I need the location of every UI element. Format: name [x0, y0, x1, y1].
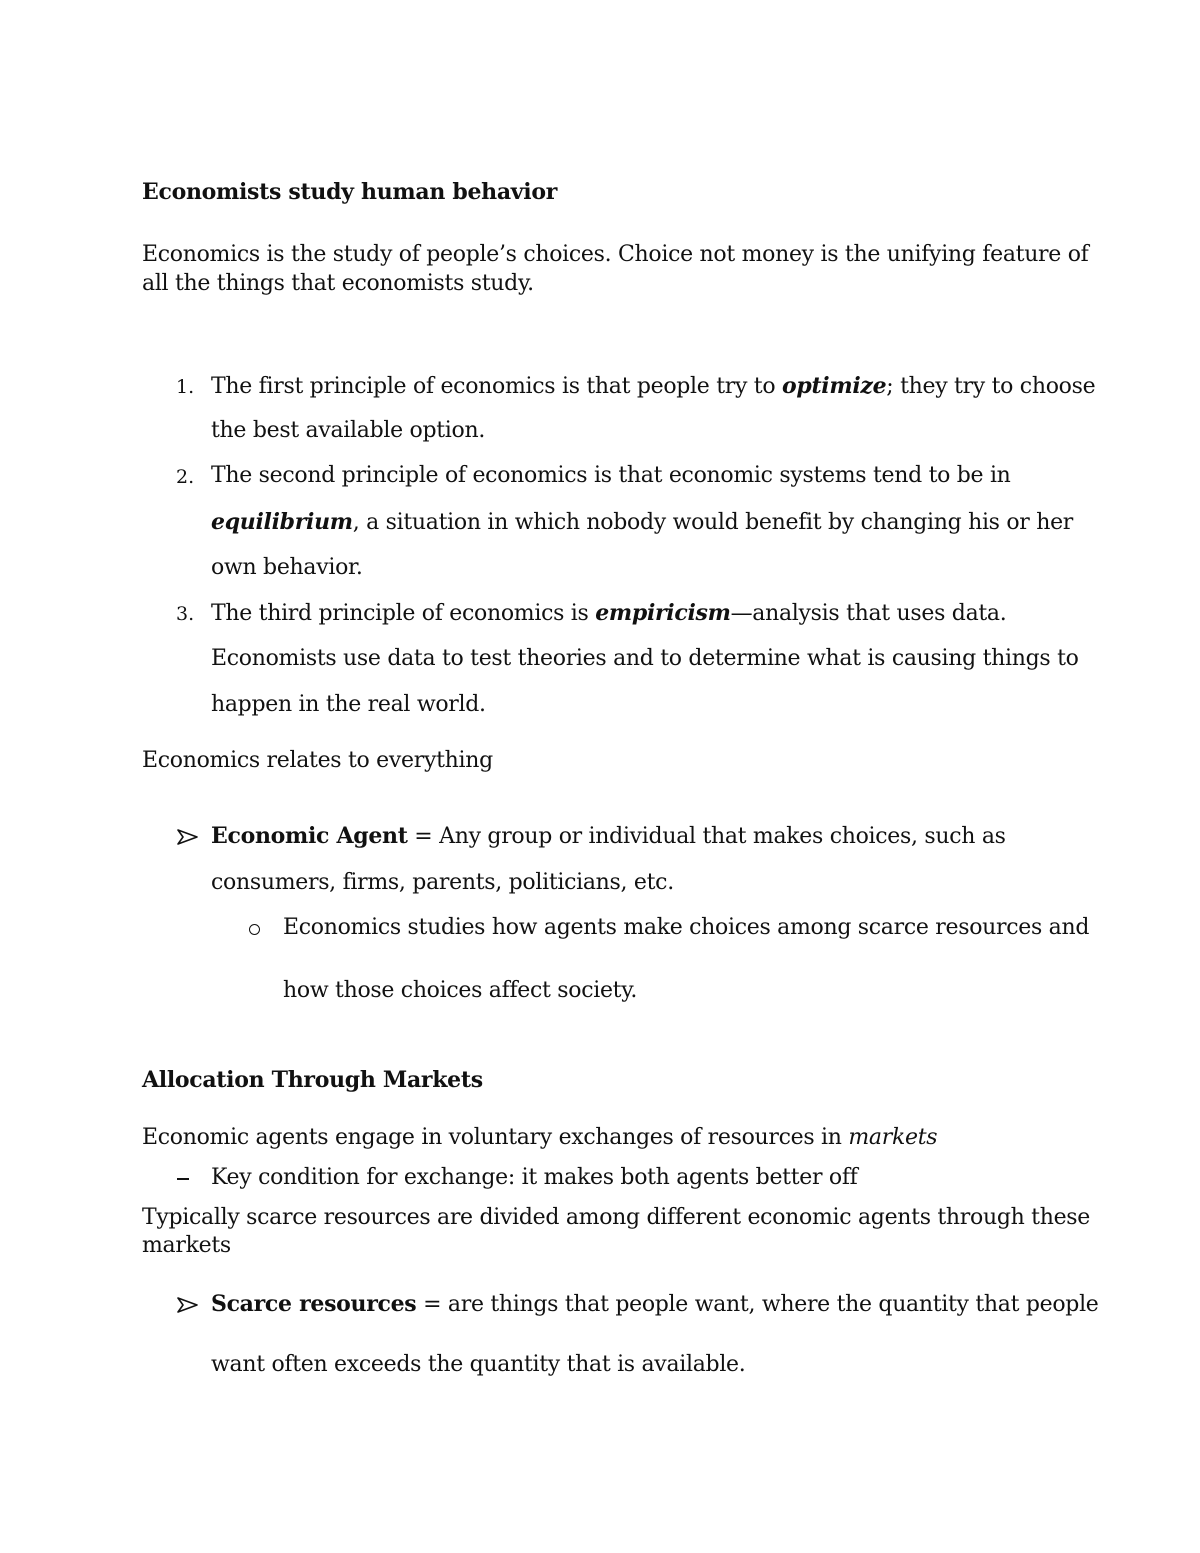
scarce-resources-line-1 — [211, 1290, 1099, 1319]
principle-2-text-post: , a situation in which nobody would benefit by changing his or her — [352, 510, 1074, 535]
principle-1-text: The first principle of economics is that people try to — [211, 374, 782, 399]
arrow-bullet-icon — [177, 1296, 199, 1314]
exchange-paragraph — [142, 1124, 937, 1152]
section-heading-allocation: Allocation Through Markets — [142, 1067, 483, 1093]
scarce-resources-definition: = are things that people want, where the quantity that people — [416, 1292, 1099, 1317]
list-number-3: 3. — [176, 603, 195, 625]
typically-paragraph-line-1: Typically scarce resources are divided among different economic agents through these — [142, 1205, 1091, 1230]
principle-3-line-1 — [211, 599, 1006, 628]
principle-2-line-1: The second principle of economics is that economic systems tend to be in — [211, 463, 1011, 488]
economic-agent-line-1 — [211, 822, 1006, 851]
relates-paragraph: Economics relates to everything — [142, 748, 493, 773]
intro-paragraph-line-1: Economics is the study of people’s choices. Choice not money is the unifying feature of — [142, 242, 1089, 267]
principle-1-line-2: the best available option. — [211, 418, 486, 443]
typically-paragraph-line-2: markets — [142, 1233, 231, 1258]
principle-3-text-post: —analysis that uses data. — [730, 601, 1007, 626]
dash-bullet-icon — [177, 1178, 189, 1180]
term-scarce-resources: Scarce resources — [211, 1291, 417, 1317]
principle-3-text: The third principle of economics is — [211, 601, 596, 626]
circle-bullet-icon — [249, 924, 260, 935]
principle-3-line-2: Economists use data to test theories and to determine what is causing things to — [211, 646, 1079, 671]
economic-agent-definition: = Any group or individual that makes choices, such as — [407, 824, 1006, 849]
term-markets: markets — [848, 1125, 938, 1150]
principle-1-text-post: ; they try to choose — [886, 374, 1096, 399]
principle-1-line-1 — [211, 372, 1095, 401]
list-number-1: 1. — [176, 376, 195, 398]
term-equilibrium: equilibrium — [211, 509, 353, 535]
intro-paragraph-line-2: all the things that economists study. — [142, 271, 534, 296]
economic-agent-line-2: consumers, firms, parents, politicians, etc. — [211, 870, 674, 895]
principle-2-line-2 — [211, 508, 1073, 537]
term-optimize: optimize — [781, 373, 887, 399]
term-empiricism: empiricism — [595, 600, 731, 626]
list-number-2: 2. — [176, 466, 195, 488]
exchange-text: Economic agents engage in voluntary exchanges of resources in — [142, 1125, 849, 1150]
section-heading-human-behavior: Economists study human behavior — [142, 179, 558, 205]
scarce-resources-line-2: want often exceeds the quantity that is available. — [211, 1352, 746, 1377]
term-economic-agent: Economic Agent — [211, 823, 408, 849]
condition-item: Key condition for exchange: it makes both agents better off — [211, 1165, 858, 1190]
principle-3-line-3: happen in the real world. — [211, 692, 486, 717]
principle-2-line-3: own behavior. — [211, 555, 363, 580]
arrow-bullet-icon — [177, 828, 199, 846]
agent-sub-line-2: how those choices affect society. — [283, 978, 638, 1003]
agent-sub-line-1: Economics studies how agents make choices among scarce resources and — [283, 915, 1090, 940]
